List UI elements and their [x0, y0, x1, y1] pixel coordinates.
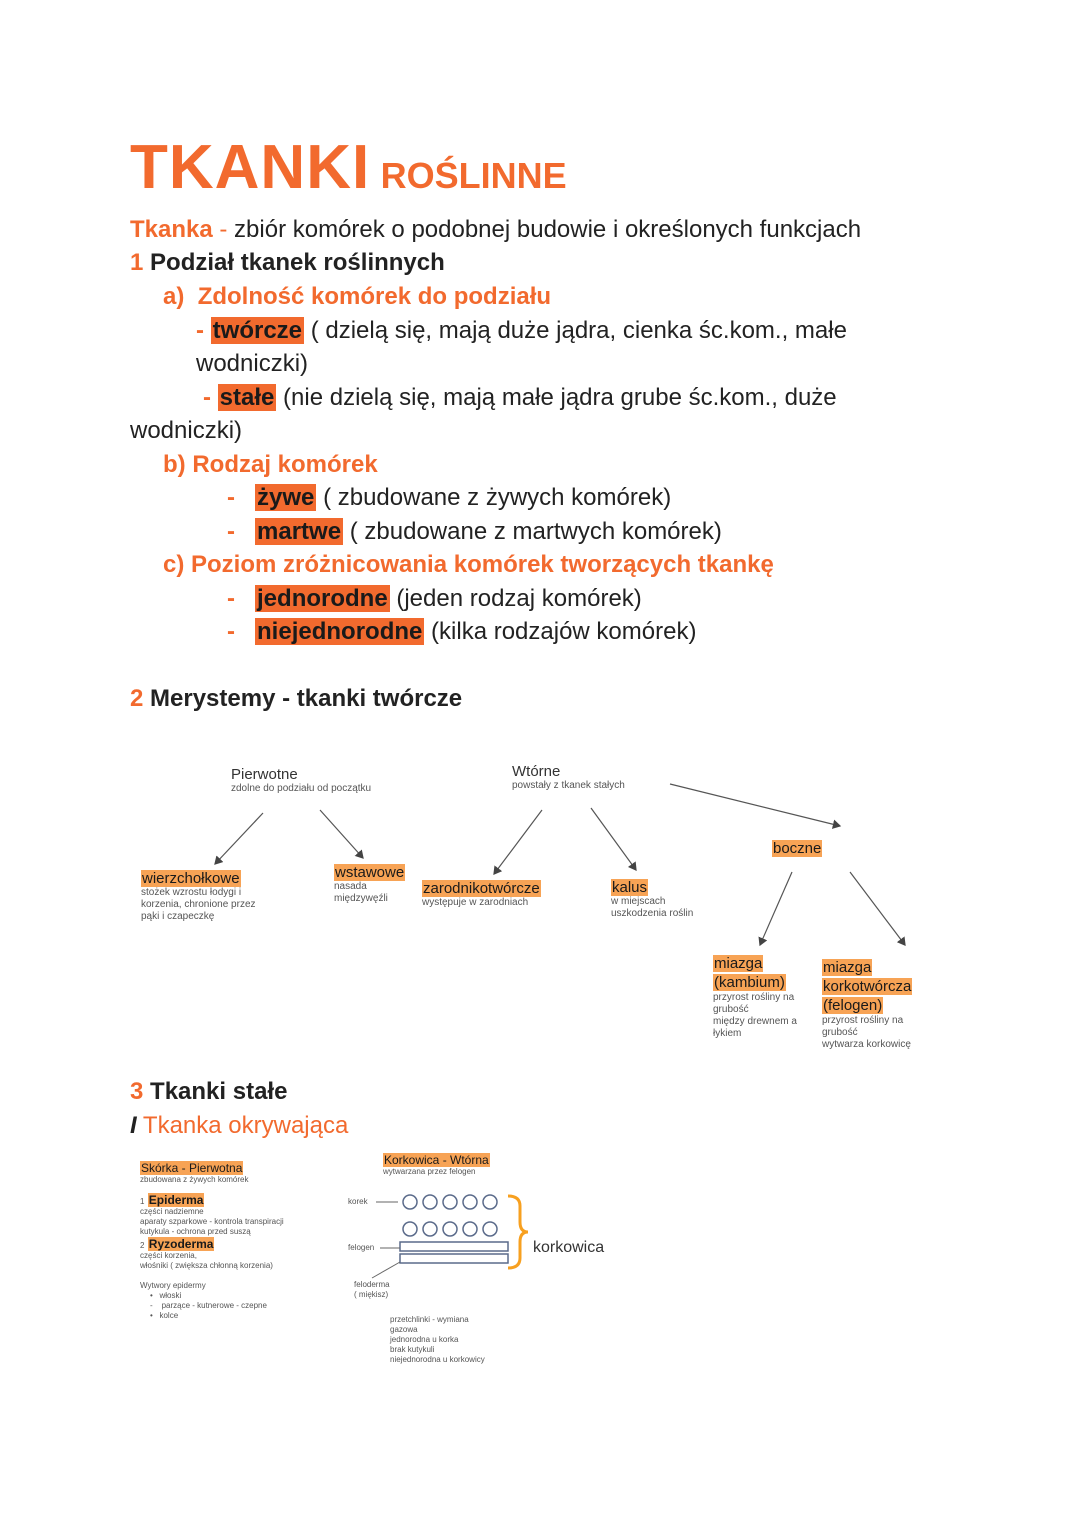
section3-subnum: I — [130, 1112, 137, 1139]
wytwory-w2: parzące - kutnerowe - czepne — [161, 1301, 267, 1310]
title-main: TKANKI — [130, 133, 371, 202]
section1c-title: Poziom zróżnicowania komórek tworzących tkankę — [191, 551, 774, 578]
felogen-label2: korkotwórcza — [823, 978, 912, 995]
note-2: gazowa — [390, 1325, 418, 1334]
wierzcholkowe-sub3: pąki i czapeczkę — [141, 911, 215, 922]
term-martwe: martwe — [257, 518, 342, 545]
item-jednorodne: - jednorodne (jeden rodzaj komórek) — [227, 585, 642, 612]
feloderma-line2: ( miękisz) — [354, 1290, 389, 1299]
cork-cell — [443, 1222, 457, 1236]
epi-l3: kutykula - ochrona przed suszą — [140, 1227, 251, 1236]
kambium-sub4: łykiem — [713, 1028, 742, 1039]
felogen-sub2: grubość — [822, 1027, 858, 1038]
wierzcholkowe-label: wierzchołkowe — [142, 870, 240, 887]
korek-label: korek — [348, 1197, 368, 1206]
brace-label: korkowica — [533, 1239, 605, 1256]
section2-num: 2 — [130, 685, 144, 712]
korkowica-sub: wytwarzana przez felogen — [383, 1167, 476, 1176]
zarodnikotworcze-sub1: występuje w zarodniach — [422, 897, 529, 908]
skorka-sub: zbudowana z żywych komórek — [140, 1175, 249, 1184]
section3-subtitle: Tkanka okrywająca — [142, 1112, 349, 1139]
felogen-layer — [400, 1242, 508, 1251]
section1c-label: c) — [163, 551, 185, 578]
korkowica-title: Korkowica - Wtórna — [384, 1153, 489, 1167]
desc-tworcze-1: ( dzielą się, mają duże jądra, cienka śc.kom., małe — [310, 317, 847, 344]
desc-stale-1: (nie dzielą się, mają małe jądra grube śc.kom., duże — [283, 384, 837, 411]
section2-title: Merystemy - tkanki twórcze — [150, 685, 463, 712]
note-4: brak kutykuli — [390, 1345, 435, 1354]
korkowica-notes — [390, 1315, 485, 1365]
section1b-title: Rodzaj komórek — [192, 451, 378, 478]
wstawowe-label: wstawowe — [335, 864, 405, 881]
definition-dash: - — [212, 216, 235, 243]
wstawowe-sub1: nasada — [334, 881, 367, 892]
term-jednorodne: jednorodne — [257, 585, 388, 612]
section3-title: Tkanki stałe — [150, 1078, 288, 1105]
felogen-label: felogen — [348, 1243, 375, 1252]
wtorne-label: Wtórne — [512, 763, 561, 780]
desc-stale-2: wodniczki) — [130, 417, 243, 444]
desc-martwe: ( zbudowane z martwych komórek) — [349, 518, 722, 545]
korkowica-brace — [508, 1196, 528, 1268]
wstawowe-sub2: międzywęźli — [334, 893, 388, 904]
boczne-label: boczne — [773, 840, 822, 857]
wytwory-w1: włoski — [159, 1291, 182, 1300]
note-1: przetchlinki - wymiana — [390, 1315, 469, 1324]
kalus-sub2: uszkodzenia roślin — [611, 908, 694, 919]
cork-cell — [403, 1195, 417, 1209]
felogen-label3: (felogen) — [823, 997, 883, 1014]
cork-cell — [483, 1222, 497, 1236]
wierzcholkowe-sub2: korzenia, chronione przez — [141, 899, 256, 910]
desc-zywe: ( zbudowane z żywych komórek) — [323, 484, 672, 511]
item-niejednorodne: - niejednorodne (kilka rodzajów komórek) — [227, 618, 697, 645]
title-sub: ROŚLINNE — [380, 155, 567, 196]
section1a-title: Zdolność komórek do podziału — [197, 283, 552, 310]
kalus-label: kalus — [612, 879, 648, 896]
wytwory-title: Wytwory epidermy — [140, 1281, 206, 1290]
cork-cell — [403, 1222, 417, 1236]
kambium-label1: miazga — [714, 955, 763, 972]
wierzcholkowe-sub1: stożek wzrostu łodygi i — [141, 887, 242, 898]
section1-title: Podział tkanek roślinnych — [150, 249, 445, 276]
desc-jednorodne: (jeden rodzaj komórek) — [396, 585, 642, 612]
section1b-label: b) — [163, 451, 186, 478]
item-martwe: - martwe ( zbudowane z martwych komórek) — [227, 518, 722, 545]
item-stale: - stałe (nie dzielą się, mają małe jądra grube śc.kom., duże — [203, 384, 837, 411]
kambium-sub3: między drewnem a — [713, 1016, 797, 1027]
section1-num: 1 — [130, 249, 144, 276]
ryzo-l1: części korzenia, — [140, 1251, 197, 1260]
felogen-sub1: przyrost rośliny na — [822, 1015, 904, 1026]
feloderma-label — [354, 1280, 390, 1300]
definition-text: zbiór komórek o podobnej budowie i określonych funkcjach — [234, 216, 862, 243]
note-5: niejednorodna u korkowicy — [390, 1355, 485, 1364]
skorka-block: Skórka - Pierwotna zbudowana z żywych komórek 1 Epiderma części nadziemne aparaty szparkowe - kontrola transpiracji kutykula - ochrona przed suszą 2 Ryzoderma części korzenia, włośniki ( zwiększa chłonną korzenia) Wytwory epidermy • włoski - parzące - kutnerowe - czepne • kolce — [140, 1161, 284, 1320]
term-niejednorodne: niejednorodne — [257, 618, 423, 645]
wytwory-w3: kolce — [159, 1311, 179, 1320]
cork-cell — [463, 1195, 477, 1209]
note-3: jednorodna u korka — [390, 1335, 459, 1344]
cork-cell — [423, 1195, 437, 1209]
kambium-label2: (kambium) — [714, 974, 785, 991]
feloderma-line1: feloderma — [354, 1280, 390, 1289]
cork-cell — [443, 1195, 457, 1209]
felogen-label1: miazga — [823, 959, 872, 976]
pierwotne-sub: zdolne do podziału od początku — [231, 783, 372, 794]
skorka-title: Skórka - Pierwotna — [141, 1161, 243, 1175]
desc-niejednorodne: (kilka rodzajów komórek) — [431, 618, 697, 645]
kambium-sub2: grubość — [713, 1004, 749, 1015]
epi-title: Epiderma — [148, 1193, 204, 1207]
epi-l1: części nadziemne — [140, 1207, 204, 1216]
term-tworcze: twórcze — [212, 317, 303, 344]
section1a-label: a) — [163, 283, 185, 310]
zarodnikotworcze-label: zarodnikotwórcze — [423, 880, 540, 897]
kalus-sub1: w miejscach — [611, 896, 666, 907]
term-zywe: żywe — [257, 484, 315, 511]
cork-cell — [483, 1195, 497, 1209]
epi-num: 1 — [140, 1197, 145, 1206]
felogen-sub3: wytwarza korkowicę — [822, 1039, 911, 1050]
ryzo-title: Ryzoderma — [148, 1237, 214, 1251]
kambium-sub1: przyrost rośliny na — [713, 992, 795, 1003]
term-stale: stałe — [219, 384, 275, 411]
cork-cell — [423, 1222, 437, 1236]
item-tworcze: - twórcze ( dzielą się, mają duże jądra, cienka śc.kom., małe — [196, 317, 847, 344]
definition-term: Tkanka — [130, 216, 213, 243]
desc-tworcze-2: wodniczki) — [196, 350, 309, 377]
ryzo-num: 2 — [140, 1241, 145, 1250]
feloderma-layer — [400, 1254, 508, 1263]
item-zywe: - żywe ( zbudowane z żywych komórek) — [227, 484, 672, 511]
wtorne-sub: powstały z tkanek stałych — [512, 780, 625, 791]
ryzo-l2: włośniki ( zwiększa chłonną korzenia) — [140, 1261, 273, 1270]
pierwotne-label: Pierwotne — [231, 766, 298, 783]
section3-num: 3 — [130, 1078, 144, 1105]
epi-l2: aparaty szparkowe - kontrola transpiracji — [140, 1217, 284, 1226]
cork-cell — [463, 1222, 477, 1236]
